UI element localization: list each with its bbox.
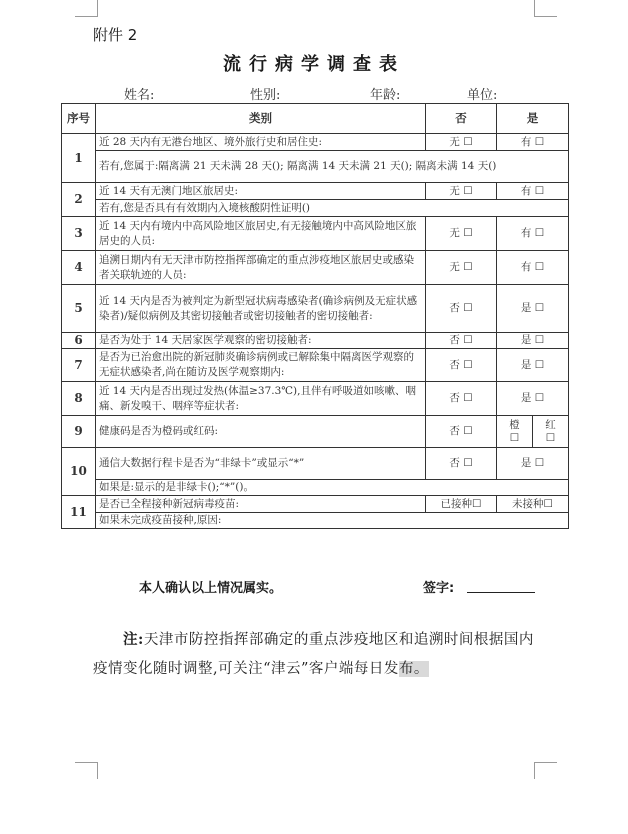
followup-text[interactable]: 若有,您是否具有有效期内入境核酸阴性证明() bbox=[96, 200, 569, 217]
note-paragraph bbox=[93, 625, 545, 684]
row-number: 10 bbox=[62, 448, 96, 496]
header-no-col: 否 bbox=[426, 104, 497, 134]
row-number: 4 bbox=[62, 251, 96, 285]
row-number: 5 bbox=[62, 285, 96, 333]
signature-label: 签字: bbox=[423, 581, 455, 596]
option-yes[interactable]: 有 ☐ bbox=[497, 134, 569, 151]
question-text: 近 14 天有无澳门地区旅居史: bbox=[96, 183, 426, 200]
option-no[interactable]: 否 ☐ bbox=[426, 382, 497, 416]
confirmation-statement: 本人确认以上情况属实。 bbox=[139, 581, 283, 596]
row-number: 1 bbox=[62, 134, 96, 183]
option-no[interactable]: 无 ☐ bbox=[426, 134, 497, 151]
checkbox[interactable]: ☐ bbox=[509, 431, 520, 444]
unit-field-label[interactable]: 单位: bbox=[467, 88, 498, 103]
row-number: 6 bbox=[62, 333, 96, 349]
page-title: 流行病学调查表 bbox=[223, 54, 405, 75]
signature-line[interactable] bbox=[467, 592, 535, 593]
option-yes[interactable]: 有 ☐ bbox=[497, 183, 569, 200]
orange-label: 橙 bbox=[509, 418, 520, 431]
option-no[interactable]: 否 ☐ bbox=[426, 333, 497, 349]
gender-field-label[interactable]: 性别: bbox=[250, 88, 281, 103]
note-label: 注: bbox=[123, 631, 144, 648]
row-number: 11 bbox=[62, 496, 96, 529]
crop-mark-bottom-right bbox=[534, 762, 557, 779]
crop-mark-top-left bbox=[75, 0, 98, 17]
row-number: 8 bbox=[62, 382, 96, 416]
option-vaccinated[interactable]: 已接种☐ bbox=[426, 496, 497, 513]
option-yes[interactable]: 是 ☐ bbox=[497, 349, 569, 382]
option-not-vaccinated[interactable]: 未接种☐ bbox=[497, 496, 569, 513]
red-label: 红 bbox=[545, 418, 556, 431]
checkbox[interactable]: ☐ bbox=[545, 431, 556, 444]
question-text: 追溯日期内有无天津市防控指挥部确定的重点涉疫地区旅居史或感染者关联轨迹的人员: bbox=[96, 251, 426, 285]
header-no: 序号 bbox=[62, 104, 96, 134]
option-no[interactable]: 否 ☐ bbox=[426, 349, 497, 382]
option-yes[interactable]: 是 ☐ bbox=[497, 333, 569, 349]
survey-table bbox=[61, 103, 569, 529]
option-orange-code[interactable] bbox=[497, 416, 533, 448]
attachment-label: 附件 2 bbox=[93, 26, 138, 44]
option-no[interactable]: 否 ☐ bbox=[426, 416, 497, 448]
name-field-label[interactable]: 姓名: bbox=[124, 88, 155, 103]
option-no[interactable]: 无 ☐ bbox=[426, 217, 497, 251]
followup-text[interactable]: 如果未完成疫苗接种,原因: bbox=[96, 513, 569, 529]
crop-mark-top-right bbox=[534, 0, 557, 17]
question-text: 近 14 天内是否出现过发热(体温≥37.3℃),且伴有呼吸道如咳嗽、咽痛、新发嗅干、咽痒等症状者: bbox=[96, 382, 426, 416]
option-yes[interactable]: 是 ☐ bbox=[497, 448, 569, 480]
row-number: 3 bbox=[62, 217, 96, 251]
option-yes[interactable]: 是 ☐ bbox=[497, 285, 569, 333]
option-yes[interactable]: 是 ☐ bbox=[497, 382, 569, 416]
question-text: 近 14 天内是否为被判定为新型冠状病毒感染者(确诊病例及无症状感染者)/疑似病例及其密切接触者或密切接触者的密切接触者: bbox=[96, 285, 426, 333]
option-no[interactable]: 否 ☐ bbox=[426, 448, 497, 480]
crop-mark-bottom-left bbox=[75, 762, 98, 779]
age-field-label[interactable]: 年龄: bbox=[370, 88, 401, 103]
option-no[interactable]: 无 ☐ bbox=[426, 251, 497, 285]
question-text: 通信大数据行程卡是否为“非绿卡”或显示“*” bbox=[96, 448, 426, 480]
row-number: 7 bbox=[62, 349, 96, 382]
note-tail-selected[interactable]: 布。 bbox=[398, 661, 429, 677]
followup-text[interactable]: 若有,您属于:隔离满 21 天未满 28 天(); 隔离满 14 天未满 21 天(); 隔离未满 14 天() bbox=[96, 151, 569, 183]
question-text: 是否为处于 14 天居家医学观察的密切接触者: bbox=[96, 333, 426, 349]
row-number: 2 bbox=[62, 183, 96, 217]
option-no[interactable]: 无 ☐ bbox=[426, 183, 497, 200]
header-yes-col: 是 bbox=[497, 104, 569, 134]
option-yes[interactable]: 有 ☐ bbox=[497, 217, 569, 251]
question-text: 是否为已治愈出院的新冠肺炎确诊病例或已解除集中隔离医学观察的无症状感染者,尚在随访及医学观察期内: bbox=[96, 349, 426, 382]
question-text: 近 28 天内有无港台地区、境外旅行史和居住史: bbox=[96, 134, 426, 151]
option-yes[interactable]: 有 ☐ bbox=[497, 251, 569, 285]
row-number: 9 bbox=[62, 416, 96, 448]
question-text: 近 14 天内有境内中高风险地区旅居史,有无接触境内中高风险地区旅居史的人员: bbox=[96, 217, 426, 251]
question-text: 健康码是否为橙码或红码: bbox=[96, 416, 426, 448]
followup-text[interactable]: 如果是:显示的是非绿卡();“*”()。 bbox=[96, 480, 569, 496]
option-no[interactable]: 否 ☐ bbox=[426, 285, 497, 333]
note-text: 天津市防控指挥部确定的重点涉疫地区和追溯时间根据国内疫情变化随时调整,可关注“津云”客户端每日发 bbox=[93, 632, 534, 677]
header-category: 类别 bbox=[96, 104, 426, 134]
option-red-code[interactable] bbox=[533, 416, 569, 448]
question-text: 是否已全程接种新冠病毒疫苗: bbox=[96, 496, 426, 513]
